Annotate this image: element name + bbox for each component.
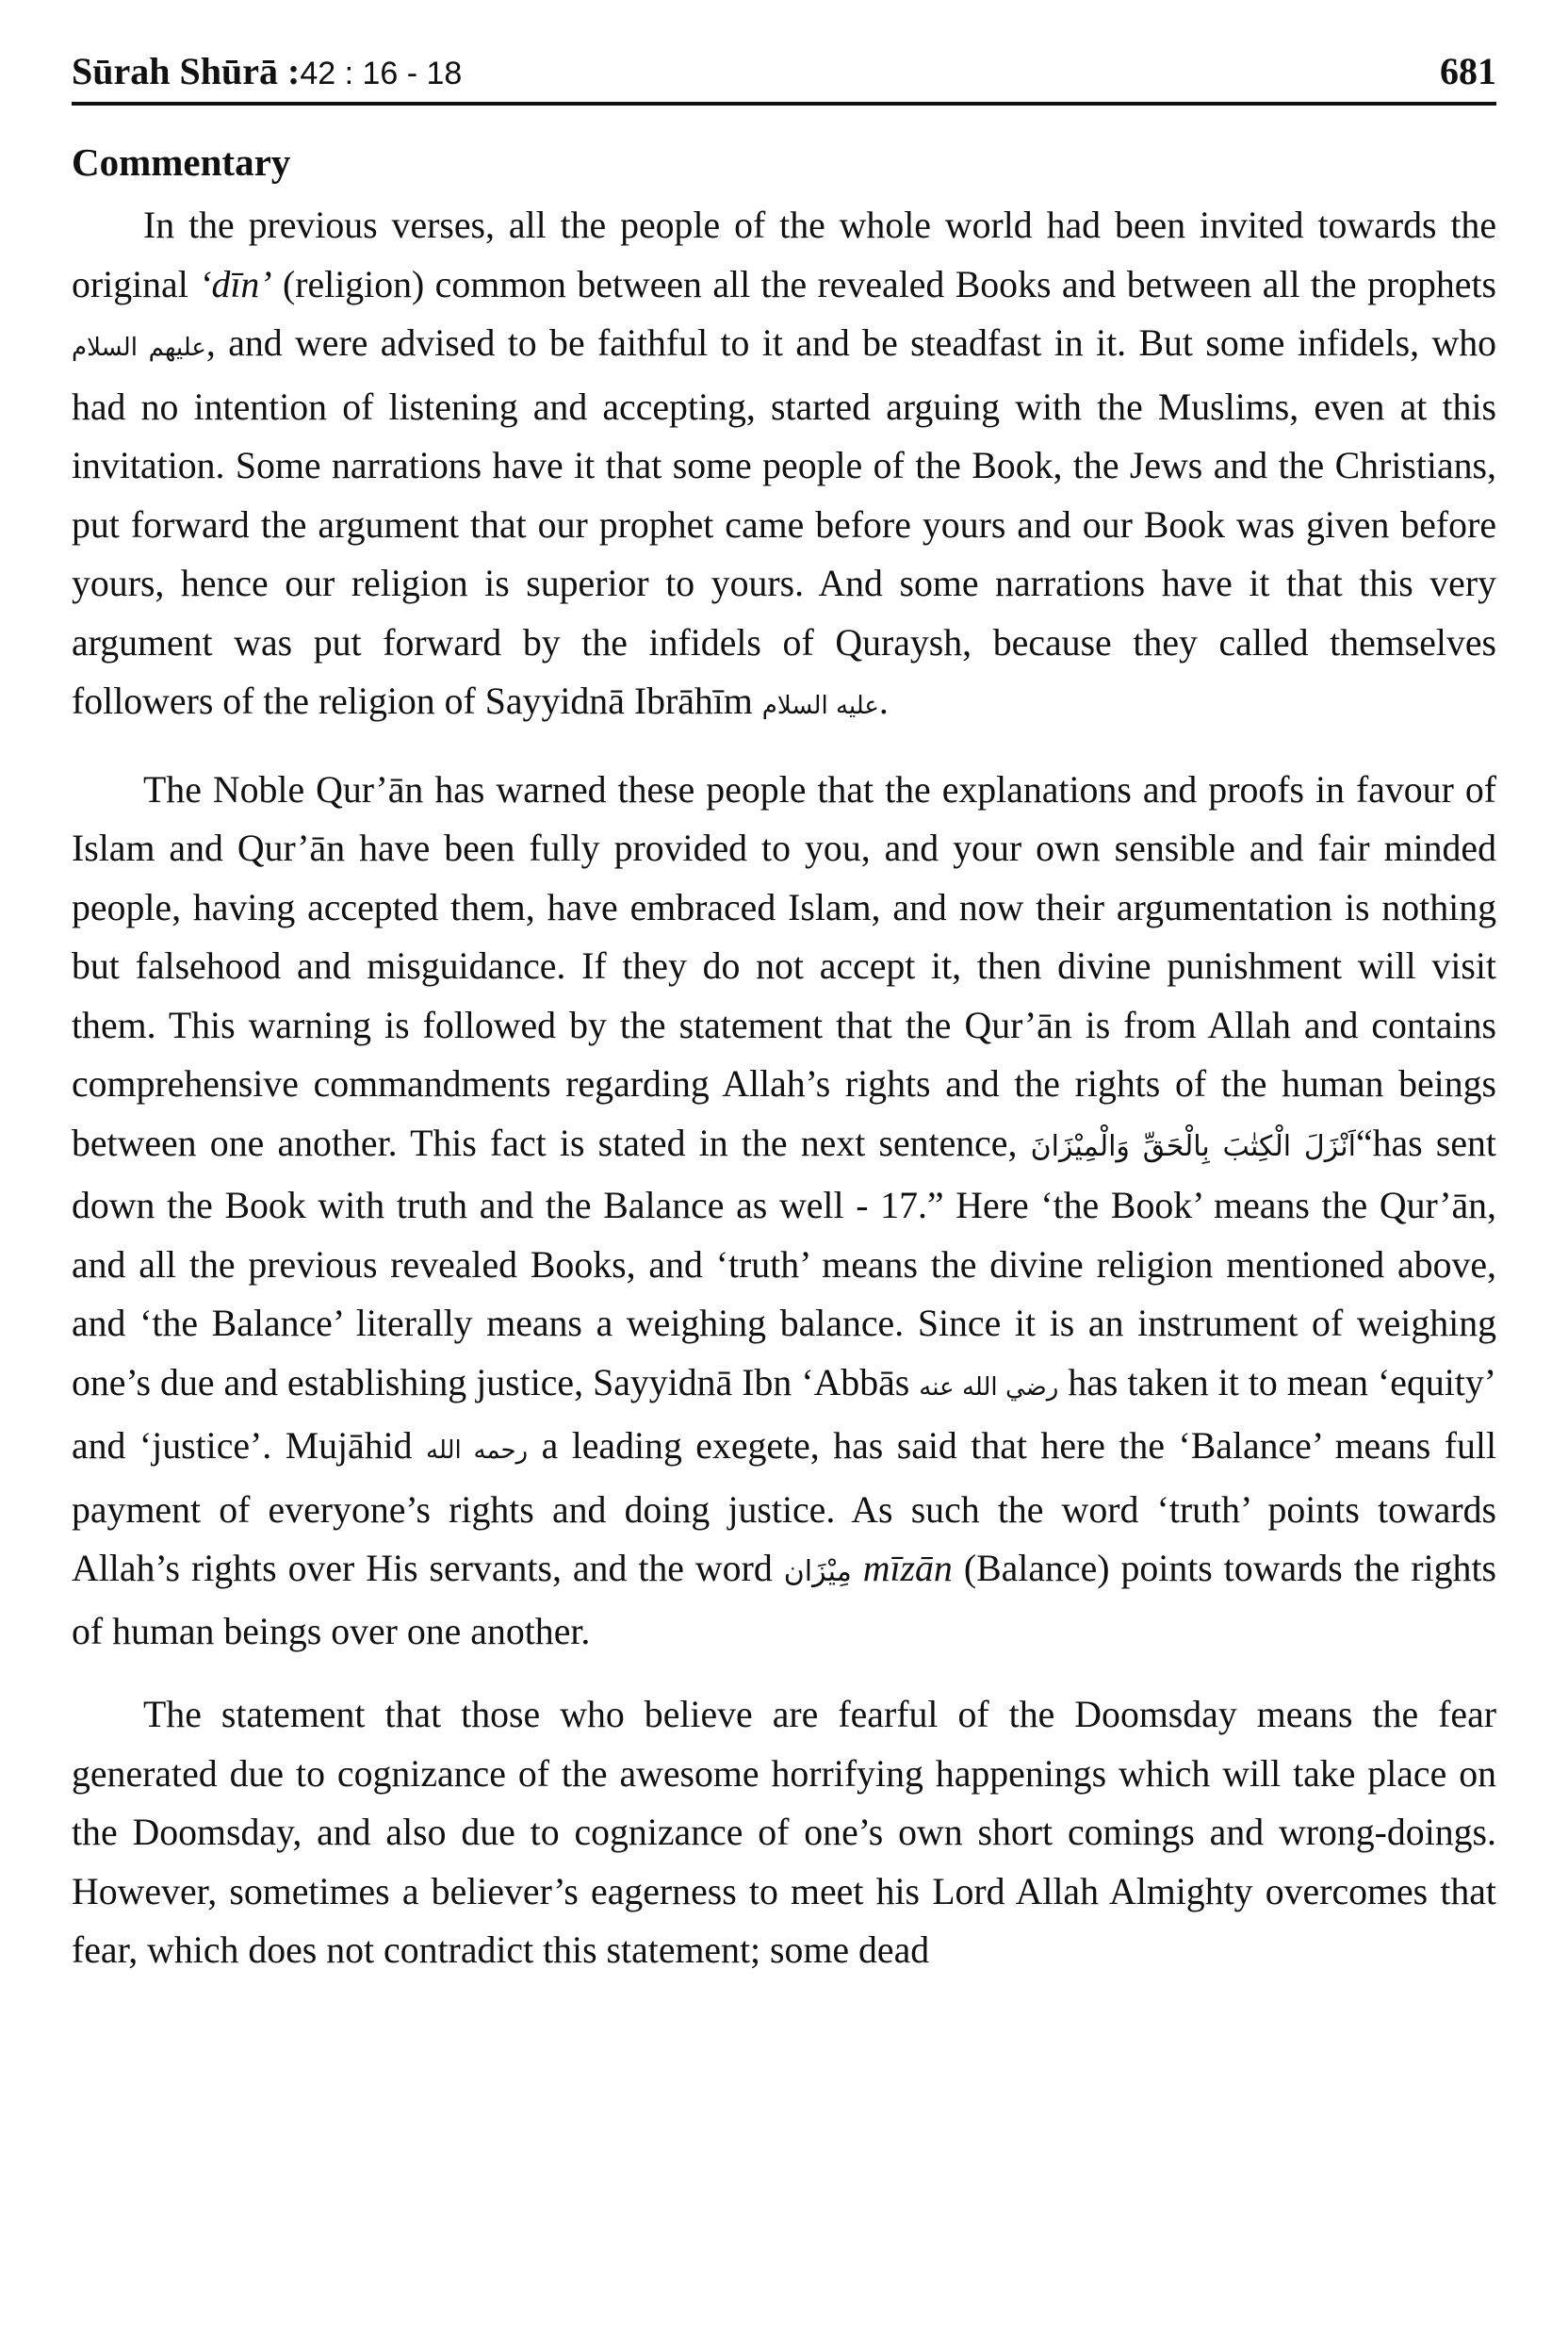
p1-text-c: , and were advised to be faithful to it and be steadfast in it. But some infidels, who had no intention of listening and accepting, started arguing with the Muslims, even at this invitation. Some narrations have it that some people of the Book, the Jews and the Christians, put forward the argument that our prophet came before yours and our Book was given before yours, hence our religion is superior to yours. And some narrations have it that this very argument was put forward by the infidels of Quraysh, because they called themselves followers of the religion of Sayyidnā Ibrāhīm — [72, 322, 1496, 722]
din-term: ‘dīn’ — [199, 263, 272, 305]
p2-text-b: “has sent down the Book with truth and the Balance as well - 17.” Here ‘the Book’ means the Qur’ān, and all the previous revealed Books, and ‘truth’ means the divine religion mentioned above, and ‘the Balance’ literally means a weighing balance. Since it is an instrument of weighing one’s due and establishing justice, Sayyidnā Ibn ‘Abbās — [72, 1122, 1496, 1403]
arabic-verse: اَنْزَلَ الْكِتٰبَ بِالْحَقِّ وَالْمِيْزَانَ — [1030, 1129, 1356, 1163]
p2-text-e: (Balance) points towards the rights of human beings over one another. — [72, 1548, 1496, 1652]
paragraph-2 — [72, 761, 1496, 1662]
page-body — [72, 139, 1496, 2040]
section-heading: Commentary — [72, 140, 291, 184]
p2-text-c: has taken it to mean ‘equity’ and ‘justice’. Mujāhid — [72, 1361, 1497, 1467]
paragraph-3: The statement that those who believe are fearful of the Doomsday means the fear generated due to cognizance of the awesome horrifying happenings which will take place on the Doomsday, and also due to cognizance of one’s own short comings and wrong-doings. However, sometimes a believer’s eagerness to meet his Lord Allah Almighty overcomes that fear, which does not contradict this statement; some dead — [72, 1694, 1496, 1971]
running-header — [72, 41, 1496, 106]
p1-text-a: In the previous verses, all the people of the whole world had been invited towards the original — [72, 205, 1496, 305]
p1-text-d: . — [878, 681, 889, 722]
honorific-glyph: رضي الله عنه — [919, 1372, 1059, 1402]
surah-name: Sūrah Shūrā : — [72, 50, 301, 92]
p2-text-a: The Noble Qur’ān has warned these people that the explanations and proofs in favour of Islam and Qur’ān have been fully provided to you, and your own sensible and fair minded people, having accepted them, have embraced Islam, and now their argumentation is nothing but falsehood and misguidance. If they do not accept it, then divine punishment will visit them. This warning is followed by the statement that the Qur’ān is from Allah and contains comprehensive commandments regarding Allah’s rights and the rights of the human beings between one another. This fact is stated in the next sentence, — [72, 768, 1496, 1164]
honorific-glyph: عليه السلام — [761, 692, 879, 720]
p2-text-d: a leading exegete, has said that here the ‘Balance’ means full payment of everyone’s rights and doing justice. As such the word ‘truth’ points towards Allah’s rights over His servants, and the word — [72, 1425, 1496, 1589]
paragraph-1 — [72, 196, 1496, 736]
verse-range: 42 : 16 - 18 — [300, 56, 463, 91]
page-number: 681 — [1440, 50, 1496, 92]
arabic-word: مِيْزَان — [783, 1555, 852, 1588]
honorific-glyph: عليهم السلام — [72, 334, 206, 362]
surah-title — [72, 49, 462, 93]
p1-text-b: (religion) common between all the revealed Books and between all the prophets — [271, 263, 1497, 305]
honorific-glyph: رحمه الله — [426, 1436, 529, 1465]
mizan-term: mīzān — [862, 1548, 953, 1589]
